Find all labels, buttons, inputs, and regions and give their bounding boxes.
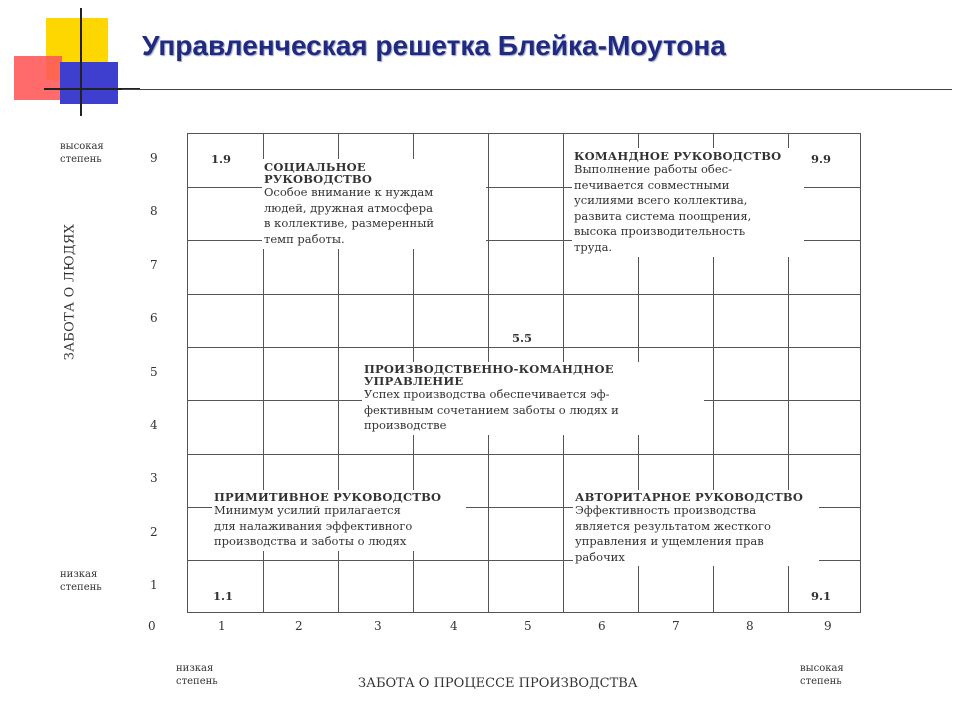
title-underline bbox=[122, 89, 952, 90]
x-origin: 0 bbox=[148, 619, 156, 633]
style-description-team: Выполнение работы обес- печивается совместными усилиями всего коллектива, развита система поощрения, высока производительность труда. bbox=[574, 162, 752, 254]
x-tick: 4 bbox=[450, 619, 458, 633]
x-tick: 5 bbox=[524, 619, 532, 633]
y-tick: 1 bbox=[150, 578, 158, 592]
y-tick: 6 bbox=[150, 311, 158, 325]
logo-vertical-line bbox=[80, 8, 82, 116]
coord-9-9: 9.9 bbox=[808, 152, 834, 166]
decorative-logo bbox=[0, 0, 140, 120]
red-square bbox=[14, 56, 62, 100]
x-axis-title: ЗАБОТА О ПРОЦЕССЕ ПРОИЗВОДСТВА bbox=[358, 676, 638, 691]
coord-1-9: 1.9 bbox=[208, 152, 234, 166]
x-tick: 6 bbox=[598, 619, 606, 633]
x-tick: 7 bbox=[672, 619, 680, 633]
style-heading-middle: ПРОИЗВОДСТВЕННО-КОМАНДНОЕ УПРАВЛЕНИЕ bbox=[364, 362, 614, 388]
style-heading-primitive: ПРИМИТИВНОЕ РУКОВОДСТВО bbox=[214, 490, 442, 504]
y-tick: 7 bbox=[150, 258, 158, 272]
x-high-label: высокая степень bbox=[800, 663, 844, 687]
x-low-label: низкая степень bbox=[176, 663, 218, 687]
style-box-authoritarian bbox=[573, 490, 819, 566]
style-heading-social: СОЦИАЛЬНОЕ РУКОВОДСТВО bbox=[264, 160, 373, 186]
style-description-middle: Успех производства обеспечивается эф- фективным сочетанием заботы о людях и производстве bbox=[364, 387, 619, 432]
style-box-primitive bbox=[212, 490, 466, 551]
y-tick: 5 bbox=[150, 365, 158, 379]
grid-hline bbox=[188, 454, 860, 455]
x-tick: 1 bbox=[218, 619, 226, 633]
slide-title: Управленческая решетка Блейка-Моутона bbox=[142, 30, 726, 61]
coord-5-5: 5.5 bbox=[509, 331, 535, 345]
coord-9-1: 9.1 bbox=[808, 589, 834, 603]
y-low-label: низкая степень bbox=[60, 569, 102, 593]
coord-1-1: 1.1 bbox=[210, 589, 236, 603]
grid-hline bbox=[188, 347, 860, 348]
grid-hline bbox=[188, 294, 860, 295]
x-tick: 8 bbox=[746, 619, 754, 633]
style-box-middle bbox=[362, 362, 704, 435]
style-box-social bbox=[262, 159, 486, 249]
y-tick: 9 bbox=[150, 151, 158, 165]
style-description-primitive: Минимум усилий прилагается для налаживания эффективного производства и заботы о людях bbox=[214, 503, 413, 548]
style-heading-authoritarian: АВТОРИТАРНОЕ РУКОВОДСТВО bbox=[575, 490, 804, 504]
y-high-label: высокая степень bbox=[60, 141, 104, 165]
style-heading-team: КОМАНДНОЕ РУКОВОДСТВО bbox=[574, 149, 782, 163]
style-box-team bbox=[572, 148, 804, 257]
x-tick: 2 bbox=[295, 619, 303, 633]
y-tick: 2 bbox=[150, 525, 158, 539]
managerial-grid bbox=[187, 133, 861, 613]
y-tick: 4 bbox=[150, 418, 158, 432]
y-axis-title: ЗАБОТА О ЛЮДЯХ bbox=[62, 223, 78, 361]
x-tick: 9 bbox=[824, 619, 832, 633]
style-description-social: Особое внимание к нуждам людей, дружная атмосфера в коллективе, размеренный темп работы. bbox=[264, 185, 435, 246]
style-description-authoritarian: Эффективность производства является результатом жесткого управления и ущемления прав рабочих bbox=[575, 503, 771, 564]
y-tick: 3 bbox=[150, 471, 158, 485]
blue-square bbox=[60, 62, 118, 104]
y-tick: 8 bbox=[150, 204, 158, 218]
x-tick: 3 bbox=[374, 619, 382, 633]
